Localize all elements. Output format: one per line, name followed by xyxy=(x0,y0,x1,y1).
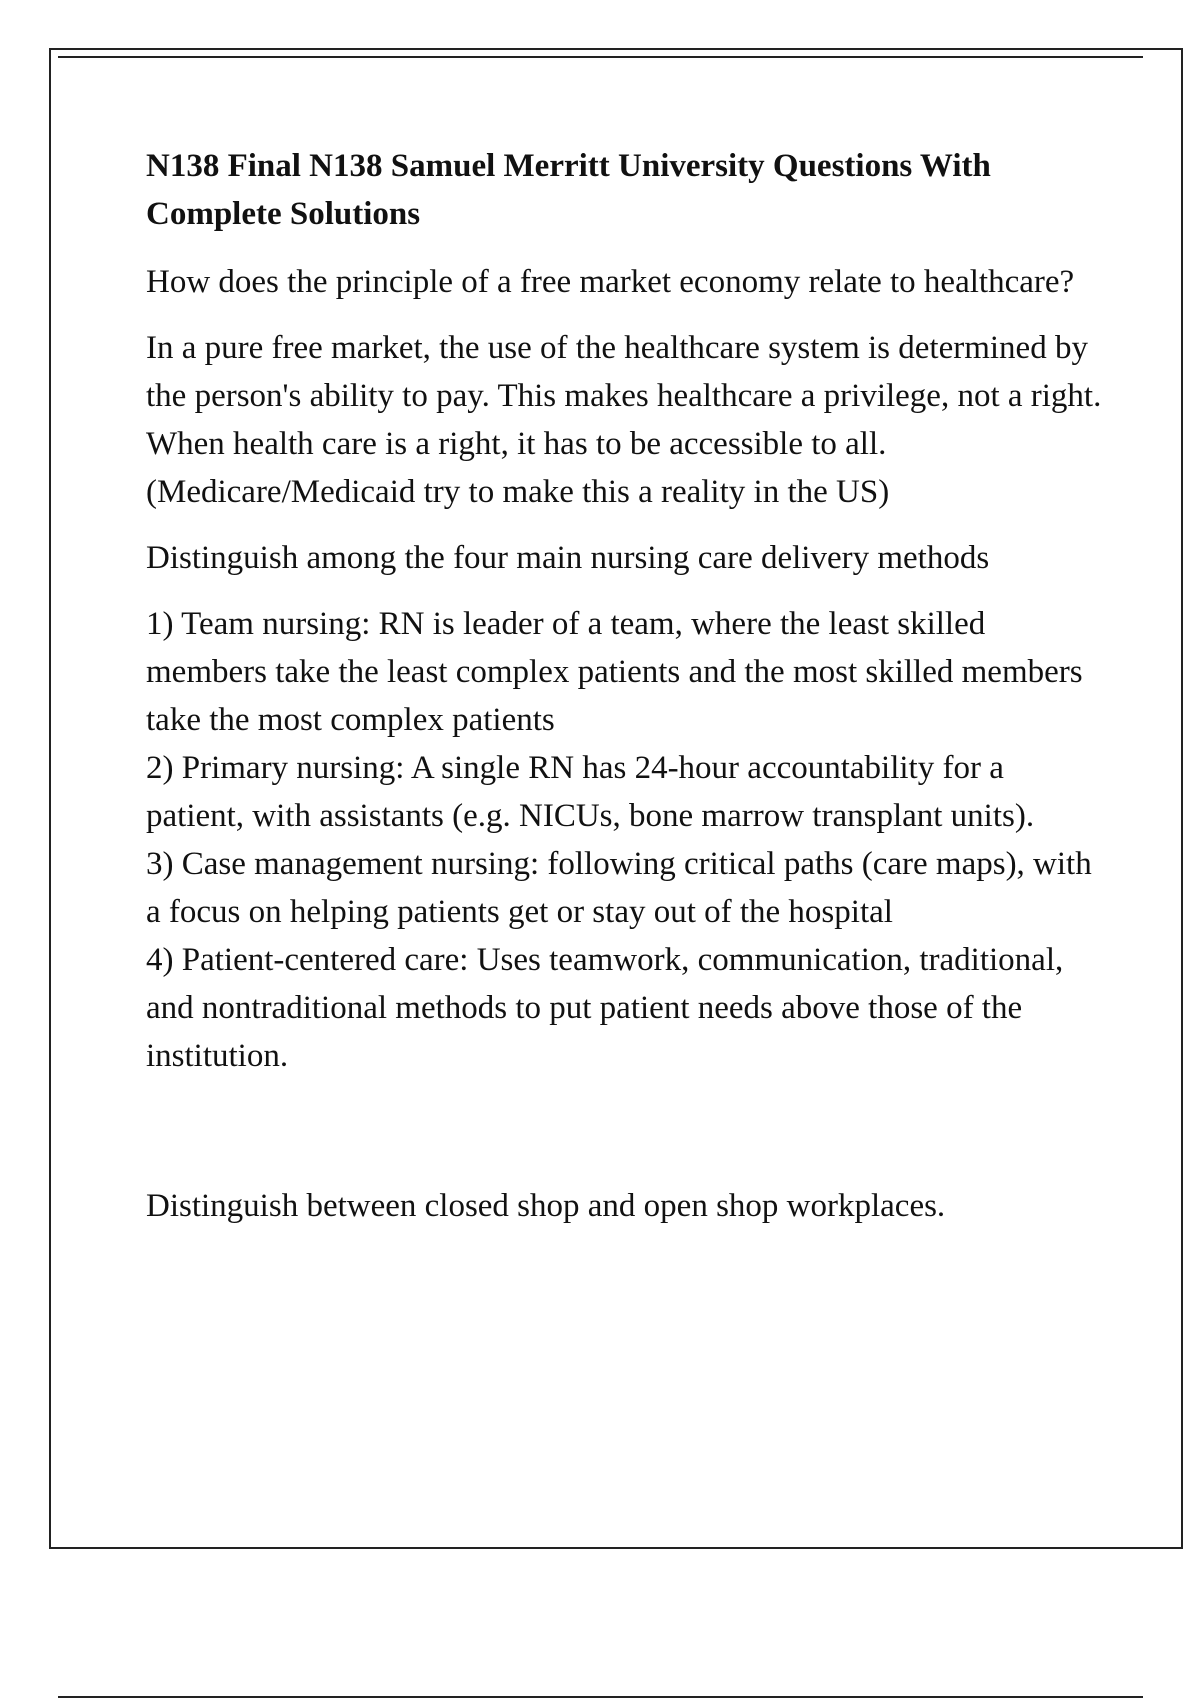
answer-free-market-paragraph-2: When health care is a right, it has to be accessible to all. (Medicare/Medicaid try to make this a reality in the US) xyxy=(146,426,890,510)
list-item-primary-nursing: 2) Primary nursing: A single RN has 24-hour accountability for a patient, with assistants (e.g. NICUs, bone marrow transplant units). xyxy=(146,750,1035,834)
list-item-team-nursing: 1) Team nursing: RN is leader of a team, where the least skilled members take the least complex patients and the most skilled members take the most complex patients xyxy=(146,606,1083,738)
document-body xyxy=(146,142,1106,1248)
answer-care-delivery-methods xyxy=(146,600,1106,1080)
answer-free-market xyxy=(146,324,1106,516)
question-closed-open-shop: Distinguish between closed shop and open shop workplaces. xyxy=(146,1188,946,1224)
question-care-delivery-methods: Distinguish among the four main nursing care delivery methods xyxy=(146,540,990,576)
list-item-patient-centered-care: 4) Patient-centered care: Uses teamwork, communication, traditional, and nontraditional methods to put patient needs above those of the institution. xyxy=(146,942,1064,1074)
answer-free-market-paragraph-1: In a pure free market, the use of the healthcare system is determined by the person's ability to pay. This makes healthcare a privilege, not a right. xyxy=(146,330,1102,414)
top-divider xyxy=(58,56,1143,58)
list-item-case-management: 3) Case management nursing: following critical paths (care maps), with a focus on helping patients get or stay out of the hospital xyxy=(146,846,1092,930)
bottom-divider xyxy=(58,1696,1143,1698)
vertical-spacer xyxy=(146,1098,1106,1182)
question-free-market: How does the principle of a free market economy relate to healthcare? xyxy=(146,264,1075,300)
document-title: N138 Final N138 Samuel Merritt University Questions With Complete Solutions xyxy=(146,148,991,232)
